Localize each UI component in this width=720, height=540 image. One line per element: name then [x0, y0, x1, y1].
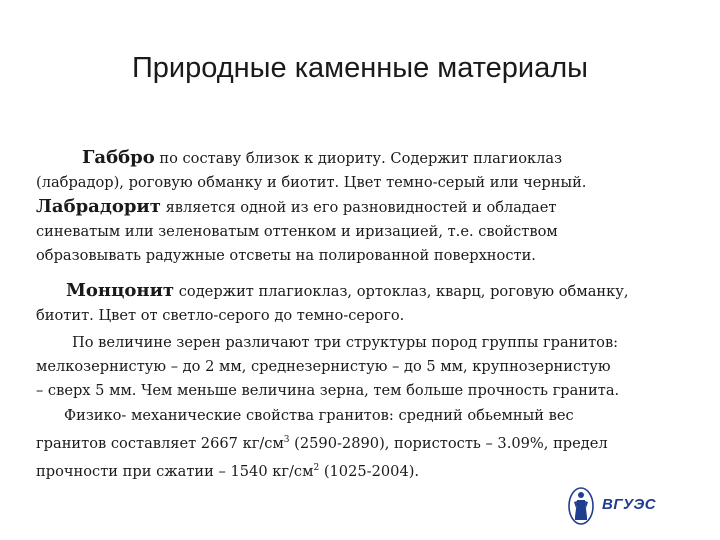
gabbro-line-5: образовывать радужные отсветы на полированной поверхности. — [36, 247, 536, 264]
properties-text-2b: (2590-2890), пористость – 3.09%, предел — [289, 435, 608, 452]
term-gabbro: Габбро — [82, 147, 155, 168]
grain-line-3: – сверх 5 мм. Чем меньше величина зерна, тем больше прочность гранита. — [36, 382, 620, 399]
gabbro-line-2: (лабрадор), роговую обманку и биотит. Цвет темно-серый или черный. — [36, 174, 587, 191]
gabbro-line-4: синеватым или зеленоватым оттенком и иризацией, т.е. свойством — [36, 223, 558, 240]
gabbro-line-3 — [36, 195, 686, 220]
properties-text-3b: (1025-2004). — [319, 463, 420, 480]
properties-text-3a: прочности при сжатии – 1540 кг/см — [36, 463, 314, 480]
paragraph-grain — [36, 331, 686, 403]
monzonite-line-2: биотит. Цвет от светло-серого до темно-серого. — [36, 307, 405, 324]
university-logo — [566, 486, 662, 526]
monzonite-text-1: содержит плагиоклаз, ортоклаз, кварц, роговую обманку, — [174, 283, 629, 300]
emblem-figure-icon — [566, 486, 596, 526]
superscript-2: 2 — [313, 463, 320, 473]
properties-line-2 — [36, 428, 686, 456]
logo-text: ВГУЭС — [602, 496, 657, 513]
slide-title: Природные каменные материалы — [131, 52, 589, 84]
properties-text-2a: гранитов составляет 2667 кг/см — [36, 435, 284, 452]
grain-line-2: мелкозернистую – до 2 мм, среднезернистую – до 5 мм, крупнозернистую — [36, 358, 611, 375]
gabbro-text-1: по составу близок к диориту. Содержит плагиоклаз — [154, 150, 563, 167]
properties-line-1: Физико- механические свойства гранитов: средний обьемный вес — [64, 407, 574, 424]
term-labradorite: Лабрадорит — [36, 196, 161, 217]
term-monzonite: Монцонит — [66, 280, 175, 301]
paragraph-properties — [36, 404, 686, 484]
gabbro-line-1 — [36, 146, 686, 171]
properties-line-3 — [36, 456, 686, 484]
paragraph-monzonite — [36, 279, 686, 328]
gabbro-text-3: является одной из его разновидностей и обладает — [160, 199, 557, 216]
monzonite-line-1 — [36, 279, 686, 304]
grain-line-1: По величине зерен различают три структуры пород группы гранитов: — [72, 334, 619, 351]
superscript-3: 3 — [283, 435, 290, 445]
paragraph-gabbro — [36, 146, 686, 268]
